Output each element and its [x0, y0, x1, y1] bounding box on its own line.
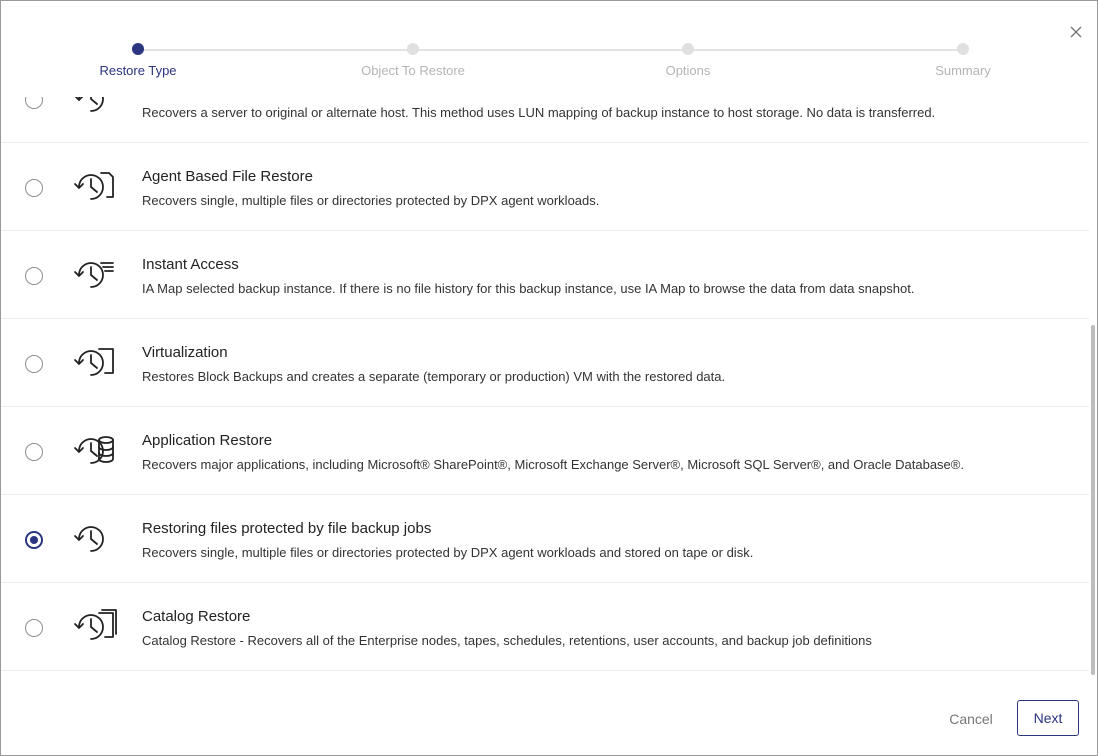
restore-type-radio[interactable] — [25, 97, 43, 109]
restore-type-description: IA Map selected backup instance. If there is no file history for this backup instance, use IA Map to browse the data from data snapshot. — [142, 281, 915, 296]
restore-type-radio[interactable] — [25, 267, 43, 285]
restore-type-description: Recovers single, multiple files or directories protected by DPX agent workloads. — [142, 193, 600, 208]
restore-type-description: Recovers single, multiple files or directories protected by DPX agent workloads and stored on tape or disk. — [142, 545, 754, 560]
clock-file-icon — [71, 167, 117, 207]
restore-type-list[interactable] — [1, 97, 1097, 677]
step-options — [608, 43, 768, 78]
step-dot — [407, 43, 419, 55]
clock-catalog-icon — [71, 607, 117, 647]
restore-type-radio-selected[interactable] — [25, 531, 43, 549]
cancel-button[interactable]: Cancel — [949, 711, 993, 727]
restore-type-row-application[interactable] — [1, 407, 1089, 495]
restore-type-title: Application Restore — [142, 432, 273, 449]
restore-type-radio[interactable] — [25, 355, 43, 373]
restore-type-radio[interactable] — [25, 179, 43, 197]
restore-type-row-lun[interactable] — [1, 97, 1089, 143]
close-icon — [1070, 26, 1082, 38]
scrollbar-thumb[interactable] — [1091, 325, 1095, 675]
restore-type-description: Recovers a server to original or alternate host. This method uses LUN mapping of backup instance to host storage. No data is transferred. — [142, 105, 936, 120]
step-dot — [957, 43, 969, 55]
step-object-to-restore — [333, 43, 493, 78]
restore-type-radio[interactable] — [25, 619, 43, 637]
restore-type-row-instant-access[interactable] — [1, 231, 1089, 319]
clock-database-icon — [71, 431, 117, 471]
step-label: Options — [665, 63, 711, 78]
restore-type-radio[interactable] — [25, 443, 43, 461]
restore-type-description: Restores Block Backups and creates a separate (temporary or production) VM with the restored data. — [142, 369, 726, 384]
step-summary — [883, 43, 1043, 78]
clock-lines-icon — [71, 255, 117, 295]
restore-type-row-virtualization[interactable] — [1, 319, 1089, 407]
list-scrollbar[interactable] — [1089, 97, 1097, 677]
wizard-stepper — [1, 39, 1097, 89]
stepper-track — [138, 49, 963, 51]
restore-type-title: Instant Access — [142, 256, 239, 273]
restore-type-description: Recovers major applications, including Microsoft® SharePoint®, Microsoft Exchange Server®, Microsoft SQL Server®, and Oracle Database®. — [142, 457, 964, 472]
restore-type-title: Catalog Restore — [142, 608, 251, 625]
clock-icon — [71, 519, 117, 559]
clock-vm-icon — [71, 343, 117, 383]
restore-type-description: Catalog Restore - Recovers all of the Enterprise nodes, tapes, schedules, retentions, user accounts, and backup job definitions — [142, 633, 872, 648]
step-dot — [682, 43, 694, 55]
restore-type-title: Restoring files protected by file backup jobs — [142, 520, 432, 537]
clock-server-icon — [71, 97, 117, 119]
step-label: Restore Type — [99, 63, 177, 78]
step-restore-type — [58, 43, 218, 78]
step-dot — [132, 43, 144, 55]
restore-type-title: Virtualization — [142, 344, 228, 361]
next-button[interactable]: Next — [1017, 700, 1079, 736]
restore-type-row-agent-file[interactable] — [1, 143, 1089, 231]
restore-type-title: Agent Based File Restore — [142, 168, 313, 185]
restore-type-row-file-backup-jobs[interactable] — [1, 495, 1089, 583]
step-label: Summary — [935, 63, 991, 78]
restore-type-row-catalog[interactable] — [1, 583, 1089, 671]
step-label: Object To Restore — [361, 63, 465, 78]
